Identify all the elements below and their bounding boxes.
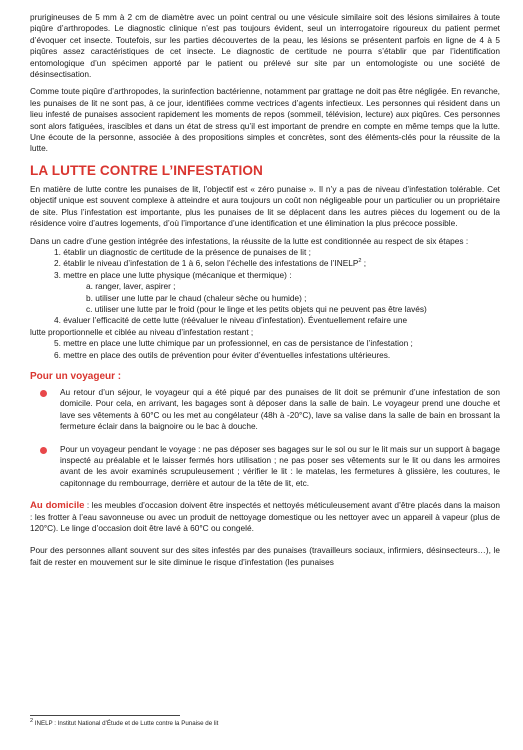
domicile-text: : les meubles d’occasion doivent être inspectés et nettoyés méticuleusement avant d’être placés dans la maison : les frotter à l’eau savonneuse ou avec un produit de nettoyage domestique ou les nettoyer avec un appareil à vapeur (plus de 120°C). Le linge d’occasion doit être lavé à 60°C ou congelé. (30, 500, 500, 534)
voyageur-bullet-1 (30, 387, 500, 433)
step-3: 3. mettre en place une lutte physique (mécanique et thermique) : (54, 269, 292, 280)
step-5: 5. mettre en place une lutte chimique par un professionnel, en cas de persistance de l’infestation ; (54, 338, 413, 349)
step-3a: a. ranger, laver, aspirer ; (86, 281, 176, 292)
step-4: 4. évaluer l’efficacité de cette lutte (réévaluer le niveau d’infestation). Éventuellement refaire une (54, 315, 408, 326)
footnote-ref: 2 (358, 258, 362, 265)
paragraph-frequent-visitors: Pour des personnes allant souvent sur des sites infestés par des punaises (travailleurs sociaux, infirmiers, désinsecteurs…), le fait de rester en mouvement sur le site diminue le risque d’infestation (les punaises (30, 545, 500, 567)
footnote (30, 717, 219, 728)
step-3b: b. utiliser une lutte par le chaud (chaleur sèche ou humide) ; (86, 292, 307, 303)
voyageur-bullet-2 (30, 444, 500, 490)
step-1: 1. établir un diagnostic de certitude de la présence de punaises de lit ; (54, 246, 311, 257)
paragraph-objective: En matière de lutte contre les punaises de lit, l’objectif est « zéro punaise ». Il n’y a pas de niveau d’infestation tolérable. Cet objectif unique est souvent complexe à atteindre et aura toujours un coût non négligeable pour un particulier ou un propriétaire de site. Plus l’infestation est importante, plus les punaises de lit se déplacent dans les autres pièces du logement ou de la résidence voire d’autres logements, d’où l’importance d’une identification et une élimination la plus précoce possible. (30, 183, 500, 229)
footnote-number: 2 (30, 717, 34, 724)
step-4-continued: lutte proportionnelle et ciblée au niveau d’infestation restant ; (30, 326, 254, 337)
section-heading: LA LUTTE CONTRE L’INFESTATION (30, 162, 263, 178)
page-content (30, 12, 500, 568)
paragraph-complications: Comme toute piqûre d’arthropodes, la surinfection bactérienne, notamment par grattage ne doit pas être négligée. En revanche, les punaises de lit ne sont pas, à ce jour, identifiées comme vectrices d’agents infectieux. Les personnes qui résident dans un lieu infesté de punaises associent rapidement les moments de repos (sommeil, télévision, lecture) aux piqûres. Ces personnes sont alors fatiguées, irascibles et dans un état de stress qu’il est important de prendre en compte en même temps que la lutte. Une écoute de la personne, associée à des propositions simples et concrètes, sont des éléments-clés pour la réussite de la lutte. (30, 86, 500, 154)
paragraph-domicile (30, 500, 500, 534)
bullet-dot-icon (40, 447, 47, 454)
step-3c: c. utiliser une lutte par le froid (pour le linge et les petits objets qui ne peuvent pas être lavés) (86, 303, 427, 314)
bullet-dot-icon (40, 390, 47, 397)
domicile-title: Au domicile (30, 500, 85, 512)
voyageur-bullet-2-text: Pour un voyageur pendant le voyage : ne pas déposer ses bagages sur le sol ou sur le lit mais sur un support à bagage inspecté au préalable et le laisser fermés hors utilisation ; ne pas poser ses vêtements sur le lit ou dans les armoires avant de les avoir examinés scrupuleusement ; vérifier le lit : le matelas, les fermetures à glissière, les coutures, le capitonnage du rembourrage, derrière et autour de la tête de lit, etc. (60, 443, 500, 488)
voyageur-title: Pour un voyageur : (30, 370, 122, 382)
steps-list (30, 247, 500, 361)
paragraph-symptoms: prurigineuses de 5 mm à 2 cm de diamètre avec un point central ou une vésicule similaire soit des lésions similaires à toute piqûre d’arthropodes. Le diagnostic clinique n’est pas toujours évident, seul un interrogatoire rigoureux du patient permet d’évoquer cet insecte. Toutefois, sur les parties découvertes de la peau, les lésions se présentent parfois en ligne de 4 à 5 piqûres assez caractéristiques de cet insecte. Le diagnostic de certitude ne pourra s’établir que par l’identification entomologique d’un spécimen apporté par le patient ou prélevé sur site par un entomologiste ou une société de désinsectisation. (30, 12, 500, 80)
step-2 (30, 258, 500, 269)
footnote-text: INELP : Institut National d’Étude et de Lutte contre la Punaise de lit (33, 720, 219, 727)
step-6: 6. mettre en place des outils de prévention pour éviter d’éventuelles infestations ultérieures. (54, 349, 391, 360)
step-2-text: 2. établir le niveau d’infestation de 1 à 6, selon l’échelle des infestations de l’INELP (54, 258, 359, 269)
step-2-end: ; (361, 258, 367, 269)
voyageur-bullet-1-text: Au retour d’un séjour, le voyageur qui a été piqué par des punaises de lit doit se prémunir d’une infestation de son domicile. Pour cela, en arrivant, les bagages sont à déposer dans la salle de bain. Le voyageur prend une douche et lave ses vêtements à 60°C ou les met au congélateur (48h à -20°C), lave sa valise dans la salle de bain en brossant la fermeture éclair dans la baignoire ou le bac à douche. (60, 386, 500, 432)
footnote-divider (30, 715, 180, 716)
paragraph-six-steps-intro: Dans un cadre d’une gestion intégrée des infestations, la réussite de la lutte est conditionnée au respect de six étapes : (30, 235, 469, 246)
